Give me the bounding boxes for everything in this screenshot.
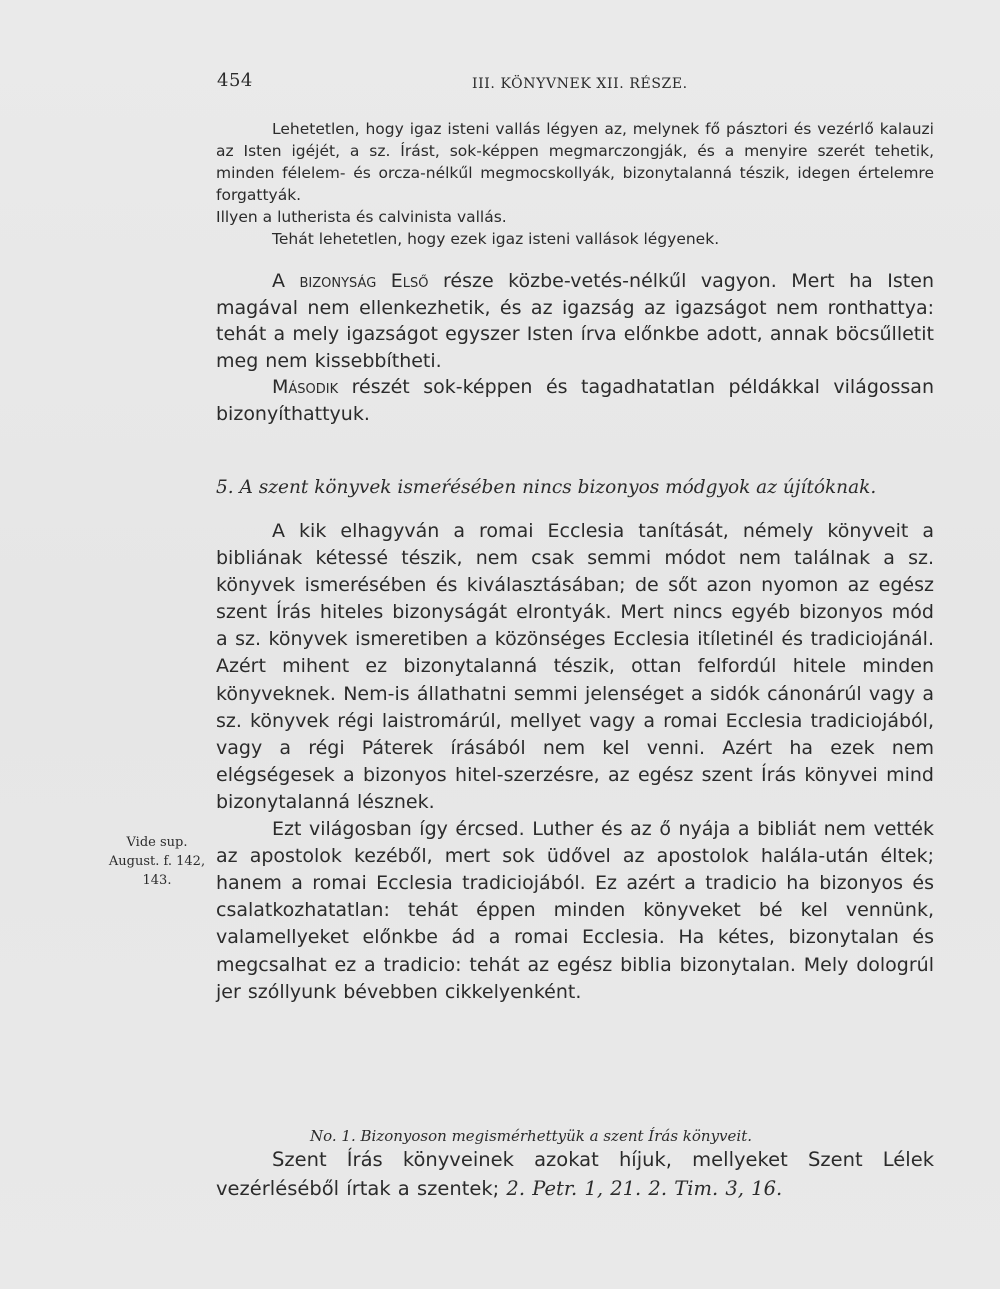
sub-heading: No. 1. Bizonyoson megismérhettyük a szent Írás könyveit. (310, 1127, 752, 1145)
main-paragraph-1: A kik elhagyván a romai Ecclesia tanítását, némely könyveit a bibliának kétessé tészik, nem csak semmi módot nem találnak a sz. könyvek ismerésében és kiválasztásában; de sőt azon nyomon az egész szent Írás hiteles bizonyságát elrontyák. Mert nincs egyéb bizonyos mód a sz. könyvek ismeretiben a közönséges Ecclesia itíletinél és tradiciojánál. Azért mihent ez bizonytalanná tészik, ottan felfordúl hitele minden könyveknek. Nem-is állathatni semmi jelenséget a sidók cánonárúl vagy a sz. könyvek régi laistromárúl, mellyet vagy a romai Ecclesia tradiciojából, vagy a régi Páterek írásából nem kel venni. Azért ha ezek nem elégségesek a bizonyos hitel-szerzésre, az egész szent Írás könyvei mind bizonytalanná lésznek. (216, 520, 934, 813)
small-paragraph-1: Lehetetlen, hogy igaz isteni vallás légyen az, melynek fő pásztori és vezérlő kalauzi az Isten igéjét, a sz. Írást, sok-képpen megmarczongják, és a menyire szerét tehetik, minden félelem- és orcza-nélkűl megmocskollyák, bizonytalanná tészik, idegen értelemre forgattyák. (216, 120, 934, 204)
running-head: III. KÖNYVNEK XII. RÉSZE. (472, 76, 688, 92)
main-paragraph-2: Ezt világosban így ércsed. Luther és az ő nyája a bibliát nem vették az apostolok kezéből, mert sok üdővel az apostolok halála-után éltek; hanem a romai Ecclesia tradiciojából. Ez azért a tradicio ha bizonyos és csalatkozhatatlan: tehát éppen minden könyveket bé kel vennünk, valamellyeket előnkbe ád a romai Ecclesia. Ha kétes, bizonytalan és megcsalhat ez a tradicio: tehát az egész biblia bizonytalan. Mely dologrúl jer szóllyunk bévebben cikkelyenként. (216, 818, 934, 1003)
scripture-reference: 2. Petr. 1, 21. 2. Tim. 3, 16. (506, 1177, 783, 1200)
main-text-block (216, 518, 934, 1006)
proof-first-text: része közbe-vetés-nélkűl vagyon. Mert ha Isten magával nem ellenkezhetik, és az igazság az igazságot nem ronthattya: tehát a mely igazságot egyszer Isten írva előnkbe adott, annak böcsűlletit meg nem kissebbítheti. (216, 270, 934, 372)
final-paragraph (216, 1145, 934, 1203)
small-paragraph-3: Tehát lehetetlen, hogy ezek igaz isteni vallások légyenek. (272, 230, 720, 248)
page-header (215, 70, 935, 100)
proof-block (216, 268, 934, 427)
final-paragraph-text: Szent Írás könyveinek azokat híjuk, mellyeket Szent Lélek vezérléséből írtak a szentek; (216, 1148, 934, 1200)
proof-second-text: részét sok-képpen és tagadhatatlan példákkal világossan bizonyíthattyuk. (216, 376, 934, 425)
small-paragraph-2: Illyen a lutherista és calvinista vallás. (216, 208, 507, 226)
page-number: 454 (217, 70, 253, 91)
proof-first-label: A bizonyság Első (272, 270, 429, 292)
small-print-block (216, 118, 934, 250)
final-block (216, 1145, 934, 1203)
section-heading: 5. A szent könyvek ismeŕésében nincs bizonyos módgyok az újítóknak. (216, 477, 877, 498)
proof-paragraph-2 (216, 374, 934, 427)
proof-paragraph-1 (216, 268, 934, 374)
margin-note: Vide sup. August. f. 142, 143. (108, 835, 206, 888)
proof-second-label: Második (272, 376, 339, 398)
